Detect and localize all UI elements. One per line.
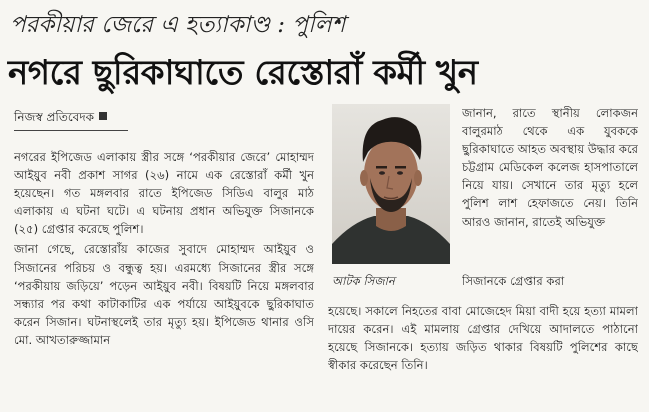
photo-caption: আটক সিজান (332, 274, 395, 288)
byline-square-icon (99, 112, 107, 120)
byline-rule (14, 130, 128, 131)
paragraph-1: নগরের ইপিজেড এলাকায় স্ত্রীর সঙ্গে ‘পরকীয়ার জেরে’ মোহাম্মদ আইয়ুব নবী প্রকাশ সাগর (২৬) নামে এক রেস্তোরাঁ কর্মী খুন হয়েছেন। গত মঙ্গলবার রাতে ইপিজেড সিডিএ বালুর মাঠ এলাকায় এ ঘটনা ঘটে। এ ঘটনায় প্রধান অভিযুক্ত সিজানকে (২৫) গ্রেপ্তার করেছে পুলিশ। (14, 150, 314, 237)
article-kicker: পরকীয়ার জেরে এ হত্যাকাণ্ড : পুলিশ (10, 12, 346, 38)
byline (14, 108, 107, 126)
column-2 (462, 104, 638, 272)
column-2-text: জানান, রাতে স্থানীয় লোকজন বালুরমাঠ থেকে এক যুবককে ছুরিকাঘাতে আহত অবস্থায় উদ্ধার করে চট্টগ্রাম মেডিকেল কলেজ হাসপাতালে নিয়ে যায়। সেখানে তার মৃত্যু হলে পুলিশ লাশ হেফাজতে নেয়। তিনি আরও জানান, রাতেই অভিযুক্ত (462, 106, 638, 229)
column-1 (14, 148, 314, 400)
portrait-illustration (332, 104, 450, 264)
suspect-photo (332, 104, 450, 264)
column-2-continued (462, 272, 638, 302)
article-headline: নগরে ছুরিকাঘাতে রেস্তোরাঁ কর্মী খুন (8, 53, 478, 93)
paragraph-2: জানা গেছে, রেস্তোরাঁয় কাজের সুবাদে মোহাম্মদ আইয়ুব ও সিজানের পরিচয় ও বন্ধুত্ব হয়। এরমধ্যে সিজানের স্ত্রীর সঙ্গে ‘পরকীয়ায় জড়িয়ে’ পড়েন আইয়ুব নবী। বিষয়টি নিয়ে মঙ্গলবার সন্ধ্যার পর কথা কাটাকাটির এক পর্যায়ে আইয়ুবকে ছুরিকাঘাত করেন সিজান। ঘটনাস্থলেই তার মৃত্যু হয়। ইপিজেড থানার ওসি মো. আখতারুজ্জামান (14, 242, 314, 347)
column-3 (328, 302, 638, 402)
byline-text: নিজস্ব প্রতিবেদক (14, 110, 95, 124)
column-3-text: হয়েছে। সকালে নিহতের বাবা মোজেহেদ মিয়া বাদী হয়ে হত্যা মামলা দায়ের করেন। এই মামলায় গ্রেপ্তার দেখিয়ে আদালতে পাঠানো হয়েছে সিজানকে। হত্যায় জড়িত থাকার বিষয়টি পুলিশের কাছে স্বীকার করেছেন তিনি। (328, 304, 638, 373)
column-2-continued-text: সিজানকে গ্রেপ্তার করা (462, 274, 565, 288)
